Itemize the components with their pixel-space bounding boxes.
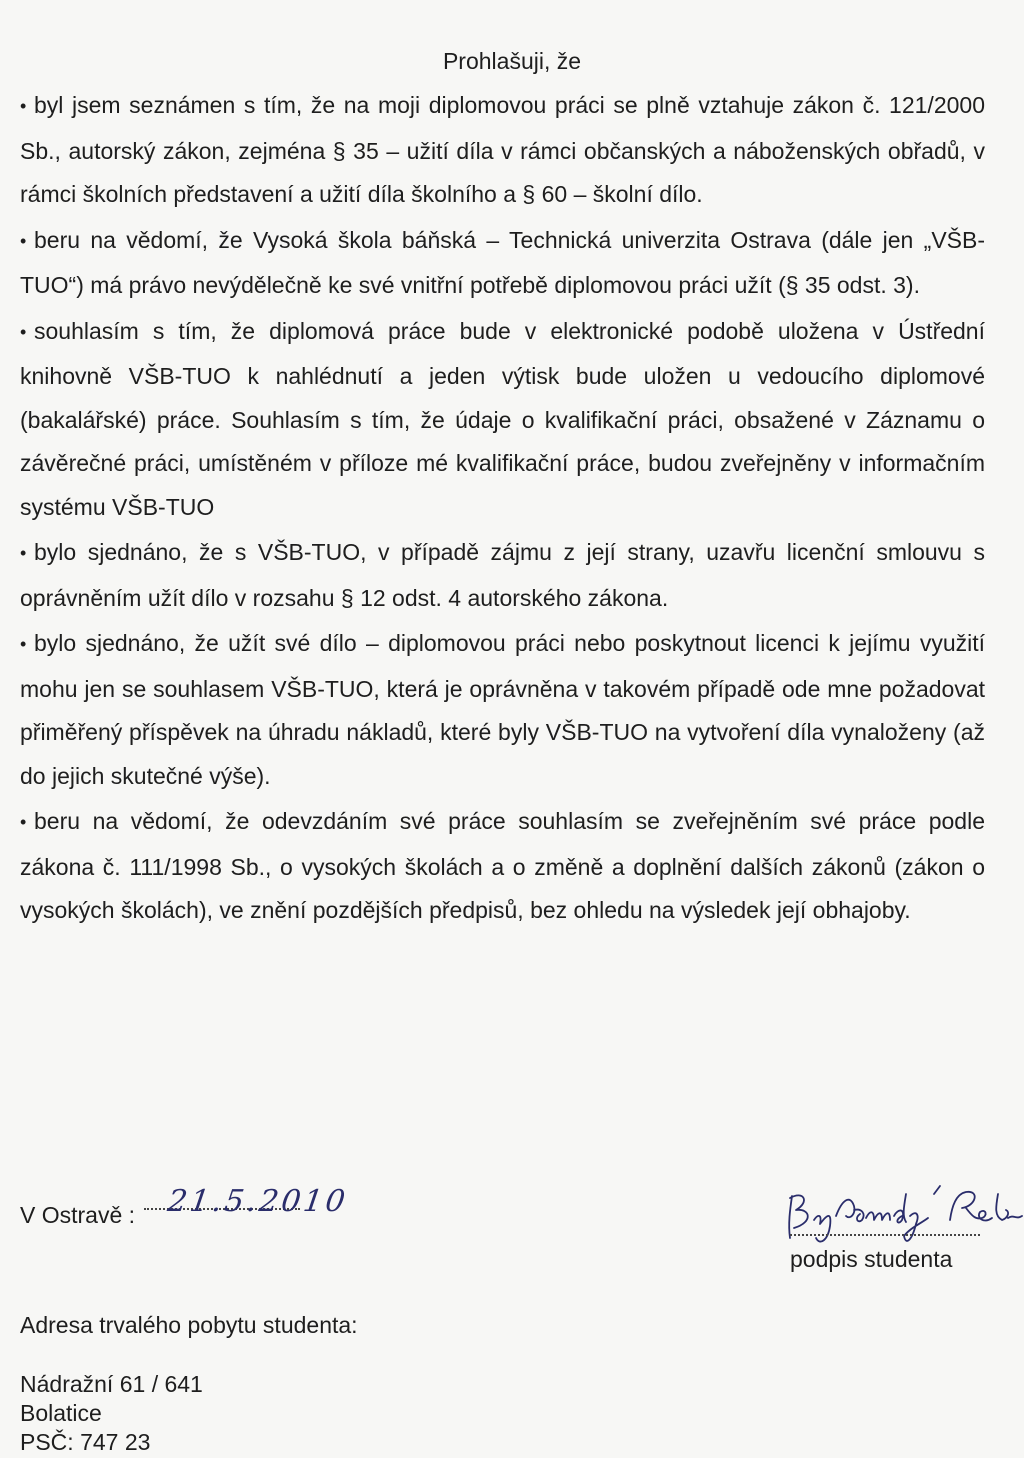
list-item [20, 622, 985, 798]
bullet-icon: • [20, 812, 27, 832]
list-item [20, 219, 985, 308]
list-item [20, 800, 985, 933]
paragraph-text: byl jsem seznámen s tím, že na moji diplomovou práci se plně vztahuje zákon č. 121/2000 Sb., autorský zákon, zejména § 35 – užití díla v rámci občanských a náboženských obřadů, v rámci školních představení a užití díla školního a § 60 – školní dílo. [20, 92, 985, 207]
list-item [20, 84, 985, 217]
declaration-list [20, 84, 985, 935]
handwritten-signature-icon [770, 1180, 1024, 1250]
list-item [20, 531, 985, 620]
bullet-icon: • [20, 230, 27, 251]
paragraph-text: souhlasím s tím, že diplomová práce bude v elektronické podobě uložena v Ústřední knihovně VŠB-TUO k nahlédnutí a jeden výtisk bude uložen u vedoucího diplomové (bakalářské) práce. Souhlasím s tím, že údaje o kvalifikační práci, obsažené v Záznamu o závěrečné práci, umístěném v příloze mé kvalifikační práce, budou zveřejněny v informačním systému VŠB-TUO [20, 317, 985, 520]
address-label: Adresa trvalého pobytu studenta: [20, 1312, 358, 1338]
paragraph-text: beru na vědomí, že Vysoká škola báňská – Technická univerzita Ostrava (dále jen „VŠB-TUO“) má právo nevýdělečně ke své vnitřní potřebě diplomovou práci užít (§ 35 odst. 3). [20, 226, 985, 298]
paragraph-text: bylo sjednáno, že užít své dílo – diplomovou práci nebo poskytnout licenci k jejímu využití mohu jen se souhlasem VŠB-TUO, která je oprávněna v takovém případě ode mne požadovat přiměřený příspěvek na úhradu nákladů, které byly VŠB-TUO na vytvoření díla vynaloženy (až do jejich skutečné výše). [20, 630, 985, 789]
page-title: Prohlašuji, že [442, 48, 582, 74]
place-label: V Ostravě : [20, 1202, 136, 1228]
address-street: Nádražní 61 / 641 [20, 1371, 203, 1397]
address-postcode: PSČ: 747 23 [20, 1429, 151, 1455]
paragraph-text: beru na vědomí, že odevzdáním své práce souhlasím se zveřejněním své práce podle zákona č. 111/1998 Sb., o vysokých školách a o změně a doplnění dalších zákonů (zákon o vysokých školách), ve znění pozdějších předpisů, bez ohledu na výsledek její obhajoby. [20, 808, 985, 923]
signature-caption: podpis studenta [790, 1246, 953, 1272]
bullet-icon: • [20, 96, 27, 116]
bullet-icon: • [20, 321, 27, 342]
signature-dotted-line [790, 1234, 980, 1236]
address-block [20, 1370, 203, 1457]
paragraph-text: bylo sjednáno, že s VŠB-TUO, v případě zájmu z její strany, uzavřu licenční smlouvu s oprávněním užít dílo v rozsahu § 12 odst. 4 autorského zákona. [20, 539, 985, 611]
signature-block [0, 1180, 1024, 1300]
handwritten-date: 21.5.2010 [165, 1184, 351, 1219]
address-city: Bolatice [20, 1400, 102, 1426]
bullet-icon: • [20, 543, 27, 563]
bullet-icon: • [20, 634, 27, 654]
list-item [20, 310, 985, 530]
